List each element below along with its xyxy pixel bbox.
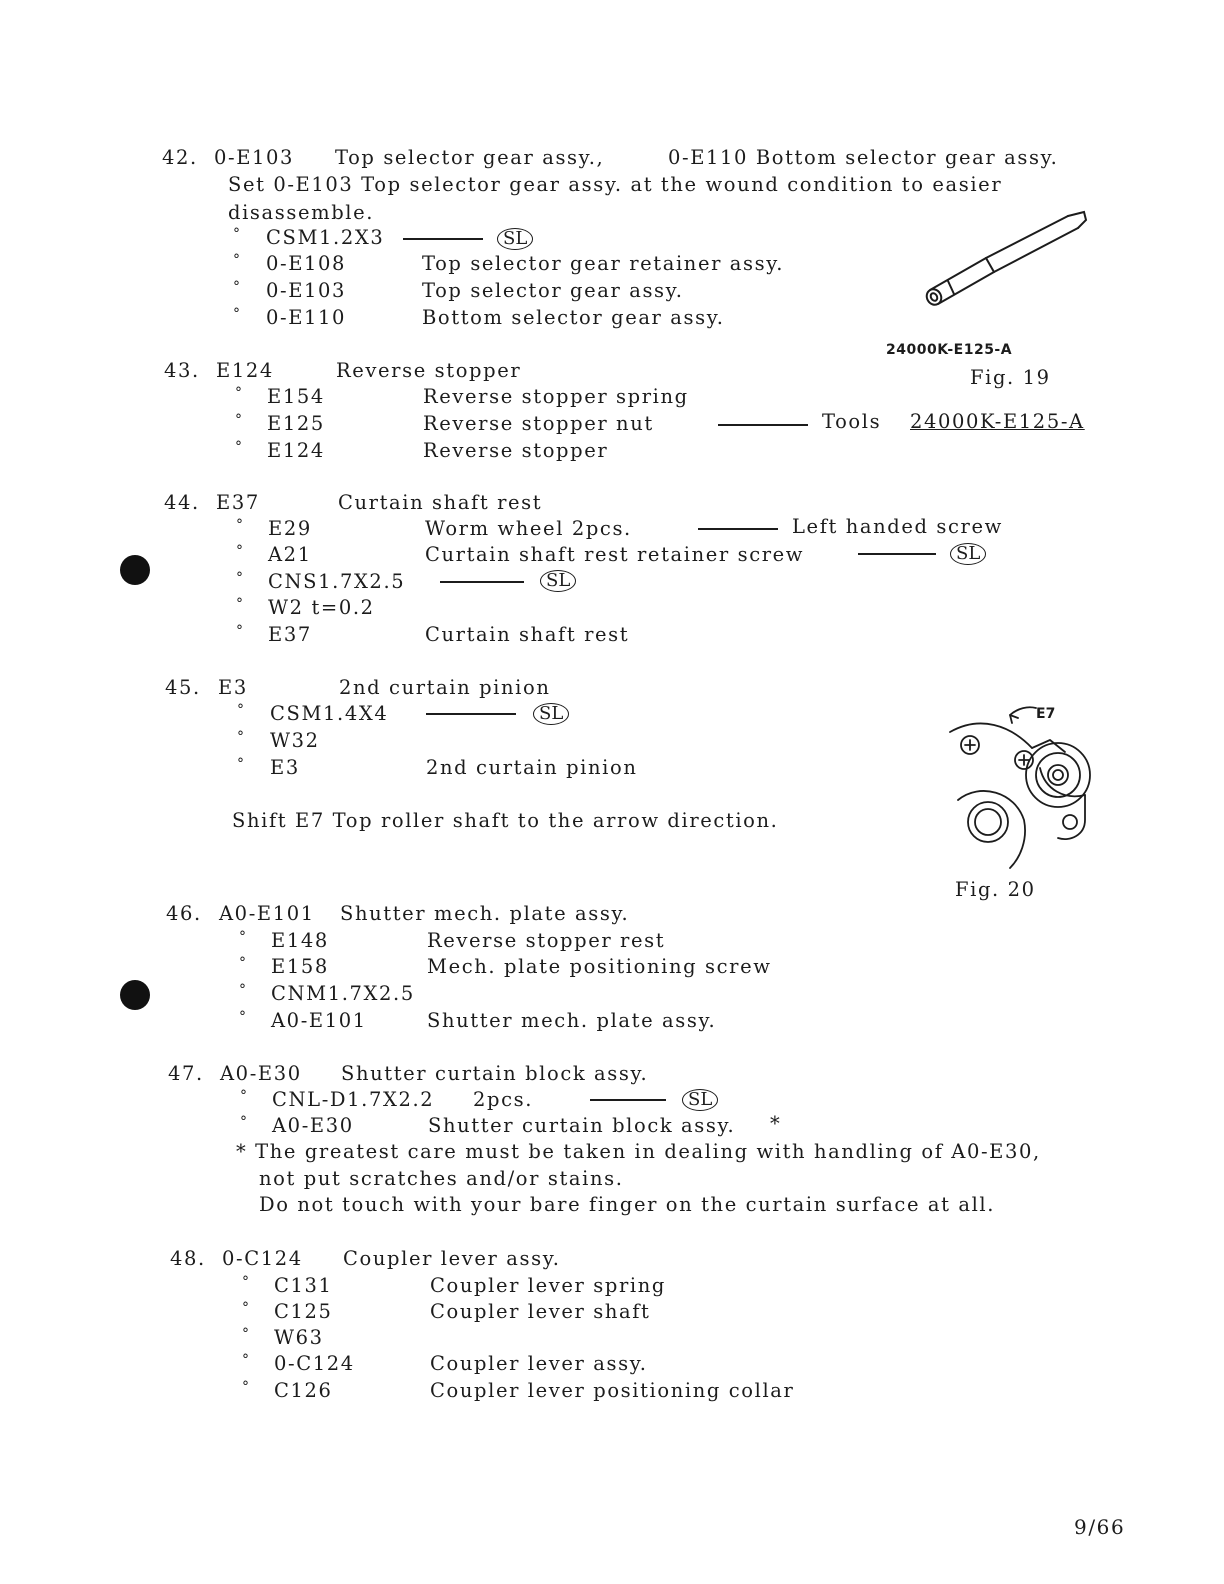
part-code: C126 bbox=[274, 1379, 333, 1402]
part-code: CNS1.7X2.5 bbox=[268, 570, 406, 593]
part-desc: Mech. plate positioning screw bbox=[427, 955, 772, 978]
step-title-code: 0-C124 bbox=[222, 1247, 303, 1270]
part-desc: Curtain shaft rest bbox=[425, 623, 630, 646]
part-code: 0-E110 bbox=[266, 306, 347, 329]
leader-line bbox=[718, 424, 808, 426]
step-title-desc: Reverse stopper bbox=[336, 359, 522, 382]
part-code: W32 bbox=[270, 729, 320, 752]
leader-line bbox=[698, 528, 778, 530]
step-title-desc: 2nd curtain pinion bbox=[339, 676, 551, 699]
bullet: ° bbox=[239, 955, 246, 971]
part-desc: Curtain shaft rest retainer screw bbox=[425, 543, 805, 566]
part-desc: Bottom selector gear assy. bbox=[422, 306, 725, 329]
bullet: ° bbox=[239, 982, 246, 998]
step-number: 46. bbox=[166, 902, 202, 925]
bullet: ° bbox=[242, 1274, 249, 1290]
part-desc: Reverse stopper spring bbox=[423, 385, 689, 408]
screwdriver-tool-illustration bbox=[918, 206, 1098, 316]
figure-caption: Fig. 19 bbox=[970, 366, 1051, 389]
step-number: 48. bbox=[170, 1247, 206, 1270]
page-number: 9/66 bbox=[1074, 1515, 1126, 1539]
part-desc: Shutter curtain block assy. bbox=[428, 1114, 736, 1137]
step-title-code: E124 bbox=[216, 359, 274, 382]
part-code: CSM1.4X4 bbox=[270, 702, 389, 725]
part-code: CNM1.7X2.5 bbox=[271, 982, 415, 1005]
part-code: A0-E101 bbox=[271, 1009, 367, 1032]
bullet: ° bbox=[233, 226, 240, 242]
part-code: 0-C124 bbox=[274, 1352, 355, 1375]
tools-label: Tools bbox=[822, 410, 882, 433]
bullet: ° bbox=[236, 596, 243, 612]
sl-mark: SL bbox=[682, 1087, 718, 1111]
caution-note: * The greatest care must be taken in dealing with handling of A0-E30, bbox=[236, 1140, 1041, 1163]
step-number: 45. bbox=[165, 676, 201, 699]
leader-line bbox=[590, 1099, 666, 1101]
part-code: E154 bbox=[267, 385, 325, 408]
step-title-code: E3 bbox=[218, 676, 248, 699]
sl-mark: SL bbox=[540, 568, 576, 592]
part-code: E125 bbox=[267, 412, 325, 435]
leader-line bbox=[858, 553, 936, 555]
punch-hole-lower bbox=[120, 980, 150, 1010]
tools-code: 24000K-E125-A bbox=[910, 410, 1085, 433]
bullet: ° bbox=[237, 756, 244, 772]
leader-line bbox=[440, 581, 524, 583]
part-desc: Coupler lever spring bbox=[430, 1274, 666, 1297]
step-number: 47. bbox=[168, 1062, 204, 1085]
step-title-code: A0-E30 bbox=[220, 1062, 302, 1085]
part-desc: Coupler lever assy. bbox=[430, 1352, 648, 1375]
part-code: E37 bbox=[268, 623, 312, 646]
step-note: Shift E7 Top roller shaft to the arrow direction. bbox=[232, 809, 779, 832]
step-number: 42. bbox=[162, 146, 198, 169]
figure-tool-label: 24000K-E125-A bbox=[886, 342, 1013, 358]
step-title-desc: Top selector gear assy., bbox=[335, 146, 605, 169]
part-code: W63 bbox=[274, 1326, 324, 1349]
bullet: ° bbox=[233, 279, 240, 295]
part-desc: Shutter mech. plate assy. bbox=[427, 1009, 717, 1032]
part-desc: 2pcs. bbox=[473, 1088, 534, 1111]
part-code: E29 bbox=[268, 517, 312, 540]
bullet: ° bbox=[239, 929, 246, 945]
step-title-code: A0-E101 bbox=[219, 902, 315, 925]
bullet: ° bbox=[242, 1379, 249, 1395]
part-code: E124 bbox=[267, 439, 325, 462]
sl-mark: SL bbox=[533, 701, 569, 725]
bullet: ° bbox=[235, 412, 242, 428]
caution-note: not put scratches and/or stains. bbox=[259, 1167, 624, 1190]
part-code: E3 bbox=[270, 756, 300, 779]
part-code: CNL-D1.7X2.2 bbox=[272, 1088, 435, 1111]
part-extra-note: Left handed screw bbox=[792, 515, 1003, 538]
part-desc: Coupler lever positioning collar bbox=[430, 1379, 795, 1402]
step-note: disassemble. bbox=[228, 201, 375, 224]
part-desc: Top selector gear retainer assy. bbox=[422, 252, 785, 275]
bullet: ° bbox=[242, 1300, 249, 1316]
step-title-desc: Shutter mech. plate assy. bbox=[340, 902, 630, 925]
part-desc: 2nd curtain pinion bbox=[426, 756, 638, 779]
bullet: ° bbox=[240, 1114, 247, 1130]
part-code: E158 bbox=[271, 955, 329, 978]
roller-shaft-illustration bbox=[940, 700, 1100, 875]
part-code: A0-E30 bbox=[272, 1114, 354, 1137]
step-title-desc: Curtain shaft rest bbox=[338, 491, 543, 514]
part-desc: Coupler lever shaft bbox=[430, 1300, 651, 1323]
figure-part-label: E7 bbox=[1036, 706, 1056, 722]
bullet: ° bbox=[233, 252, 240, 268]
bullet: ° bbox=[236, 517, 243, 533]
step-title-desc: Coupler lever assy. bbox=[343, 1247, 561, 1270]
bullet: ° bbox=[236, 623, 243, 639]
step-title-desc: Shutter curtain block assy. bbox=[341, 1062, 649, 1085]
part-desc: Reverse stopper rest bbox=[427, 929, 666, 952]
part-desc: Reverse stopper nut bbox=[423, 412, 654, 435]
part-code: CSM1.2X3 bbox=[266, 226, 385, 249]
part-code: 0-E108 bbox=[266, 252, 347, 275]
part-desc: Worm wheel 2pcs. bbox=[425, 517, 632, 540]
punch-hole-upper bbox=[120, 555, 150, 585]
part-code: C131 bbox=[274, 1274, 333, 1297]
leader-line bbox=[403, 238, 483, 240]
bullet: ° bbox=[236, 570, 243, 586]
step-number: 44. bbox=[164, 491, 200, 514]
bullet: ° bbox=[242, 1352, 249, 1368]
sl-mark: SL bbox=[950, 541, 986, 565]
part-code: W2 t=0.2 bbox=[268, 596, 375, 619]
bullet: ° bbox=[237, 702, 244, 718]
bullet: ° bbox=[240, 1088, 247, 1104]
bullet: ° bbox=[239, 1009, 246, 1025]
part-desc: Reverse stopper bbox=[423, 439, 609, 462]
bullet: ° bbox=[235, 385, 242, 401]
asterisk-mark: * bbox=[770, 1112, 782, 1135]
bullet: ° bbox=[242, 1326, 249, 1342]
step-number: 43. bbox=[164, 359, 200, 382]
step-note: Set 0-E103 Top selector gear assy. at the wound condition to easier bbox=[228, 173, 1003, 196]
sl-mark: SL bbox=[497, 226, 533, 250]
figure-caption: Fig. 20 bbox=[955, 878, 1036, 901]
part-code: A21 bbox=[268, 543, 312, 566]
bullet: ° bbox=[235, 439, 242, 455]
part-desc: Top selector gear assy. bbox=[422, 279, 684, 302]
bullet: ° bbox=[236, 543, 243, 559]
part-code: C125 bbox=[274, 1300, 333, 1323]
part-code: E148 bbox=[271, 929, 329, 952]
step-title-extra: 0-E110 Bottom selector gear assy. bbox=[668, 146, 1059, 169]
bullet: ° bbox=[237, 729, 244, 745]
caution-note: Do not touch with your bare finger on the curtain surface at all. bbox=[259, 1193, 996, 1216]
bullet: ° bbox=[233, 306, 240, 322]
step-title-code: 0-E103 bbox=[214, 146, 295, 169]
step-title-code: E37 bbox=[216, 491, 260, 514]
leader-line bbox=[426, 713, 516, 715]
part-code: 0-E103 bbox=[266, 279, 347, 302]
